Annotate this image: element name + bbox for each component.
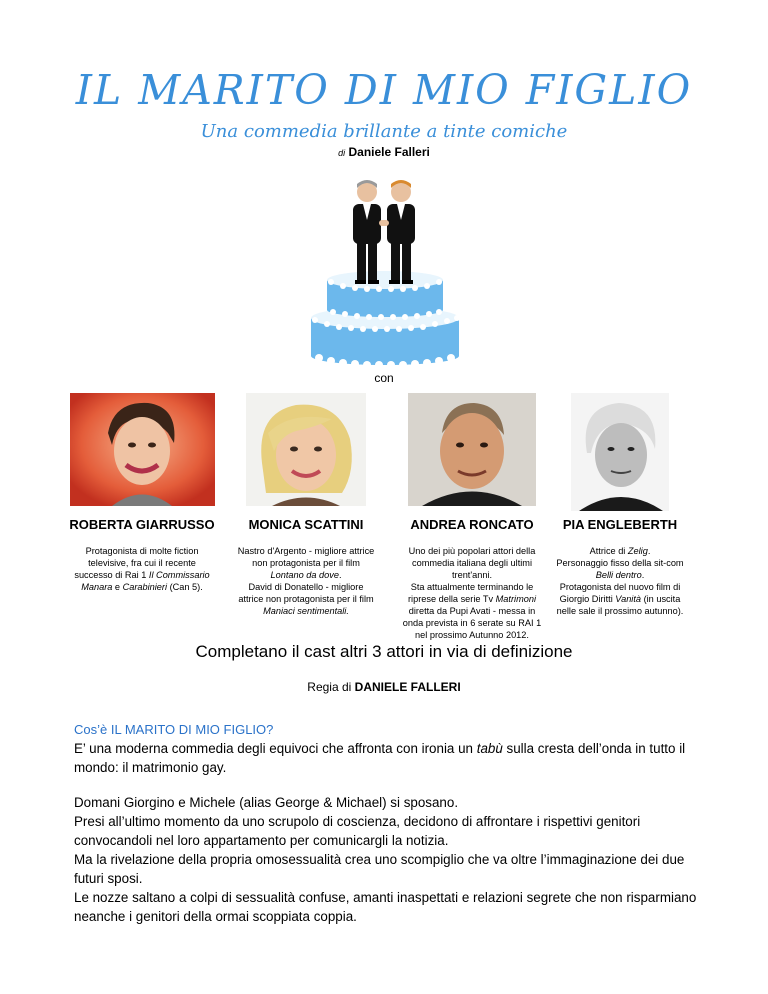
plot-paragraph <box>74 793 714 926</box>
cast-note: Completano il cast altri 3 attori in via di definizione <box>195 642 573 661</box>
cast-bio-line: nelle sale il prossimo autunno). <box>556 606 684 616</box>
page-subtitle: Una commedia brillante a tinte comiche <box>200 121 568 142</box>
byline-author: Daniele Falleri <box>348 145 430 159</box>
cast-bio-line: Personaggio fisso della sit-com <box>556 558 684 568</box>
con-label: con <box>374 371 394 385</box>
cast-bio-line: commedia italiana degli ultimi <box>411 558 532 568</box>
intro-text-before: E’ una moderna commedia degli equivoci che affronta con ironia un <box>74 741 477 756</box>
portrait-pia-engleberth <box>571 393 669 511</box>
cast-bio-line: non protagonista per il film <box>252 558 360 568</box>
cast-bio-line: nel prossimo Autunno 2012. <box>415 630 529 640</box>
cast-bio-line: onda prevista in 6 serate su RAI 1 <box>402 618 542 628</box>
regia-prefix: Regia di <box>307 680 355 694</box>
cast-bio-line: successo di Rai 1 Il Commissario <box>74 570 210 580</box>
regia <box>0 680 768 694</box>
cast-bio-line: David di Donatello - migliore <box>248 582 364 592</box>
cast-bio-line: Sta attualmente terminando le <box>410 582 534 592</box>
cast-bio-line: attrice non protagonista per il film <box>238 594 374 604</box>
portrait-monica-scattini <box>246 393 366 506</box>
cast-bio-line: Belli dentro. <box>595 570 645 580</box>
byline <box>0 145 768 159</box>
cast-bio-line: televisive, fra cui il recente <box>88 558 196 568</box>
intro-text-after: sulla cresta dell’onda in tutto il mondo: il matrimonio gay. <box>74 741 686 775</box>
cast-bio-line: Manara e Carabinieri (Can 5). <box>81 582 203 592</box>
portrait-andrea-roncato <box>408 393 536 506</box>
cast-bio-line: Protagonista di molte fiction <box>85 546 199 556</box>
portrait-roberta-giarrusso <box>70 393 215 506</box>
cast-bio-line: Lontano da dove. <box>270 570 342 580</box>
cast-bio <box>545 545 695 617</box>
intro-paragraph <box>74 739 714 777</box>
section-question: Cos’è IL MARITO DI MIO FIGLIO? <box>74 722 274 737</box>
page-title: IL MARITO DI MIO FIGLIO <box>75 66 693 114</box>
intro-text-italic: tabù <box>476 741 503 756</box>
cast-bio-line: Uno dei più popolari attori della <box>408 546 536 556</box>
cast-name: ANDREA RONCATO <box>410 517 534 532</box>
cast-bio-line: Giorgio Diritti Vanità (in uscita <box>559 594 681 604</box>
regia-name: DANIELE FALLERI <box>354 680 461 694</box>
cast-bio-line: trent'anni. <box>451 570 493 580</box>
plot-line: Le nozze saltano a colpi di sessualità confuse, amanti inaspettati e relazioni segrete che non risparmiano neanche i genitori della ormai scoppiata coppia. <box>74 890 697 924</box>
cast-bio-line: Maniaci sentimentali. <box>263 606 349 616</box>
wedding-cake-illustration <box>305 168 465 368</box>
cast-bio-line: riprese della serie Tv Matrimoni <box>407 594 536 604</box>
cast-bio-line: Nastro d'Argento - migliore attrice <box>237 546 375 556</box>
cast-bio-line: Protagonista del nuovo film di <box>559 582 681 592</box>
plot-line: Presi all’ultimo momento da uno scrupolo di coscienza, decidono di affrontare i rispettivi genitori convocandoli nel loro appartamento per comunicargli la notizia. <box>74 814 641 848</box>
cast-name: PIA ENGLEBERTH <box>562 517 678 532</box>
cast-bio <box>231 545 381 617</box>
cast-bio-line: diretta da Pupi Avati - messa in <box>408 606 536 616</box>
cast-bio <box>67 545 217 593</box>
cast-name: MONICA SCATTINI <box>248 517 364 532</box>
cast-bio-line: Attrice di Zelig. <box>589 546 651 556</box>
plot-line: Ma la rivelazione della propria omosessualità crea uno scompiglio che va oltre l’immaginazione dei due futuri sposi. <box>74 852 685 886</box>
cast-name: ROBERTA GIARRUSSO <box>69 517 215 532</box>
byline-prefix: di <box>338 148 346 158</box>
plot-line: Domani Giorgino e Michele (alias George & Michael) si sposano. <box>74 795 459 810</box>
cast-bio <box>397 545 547 641</box>
